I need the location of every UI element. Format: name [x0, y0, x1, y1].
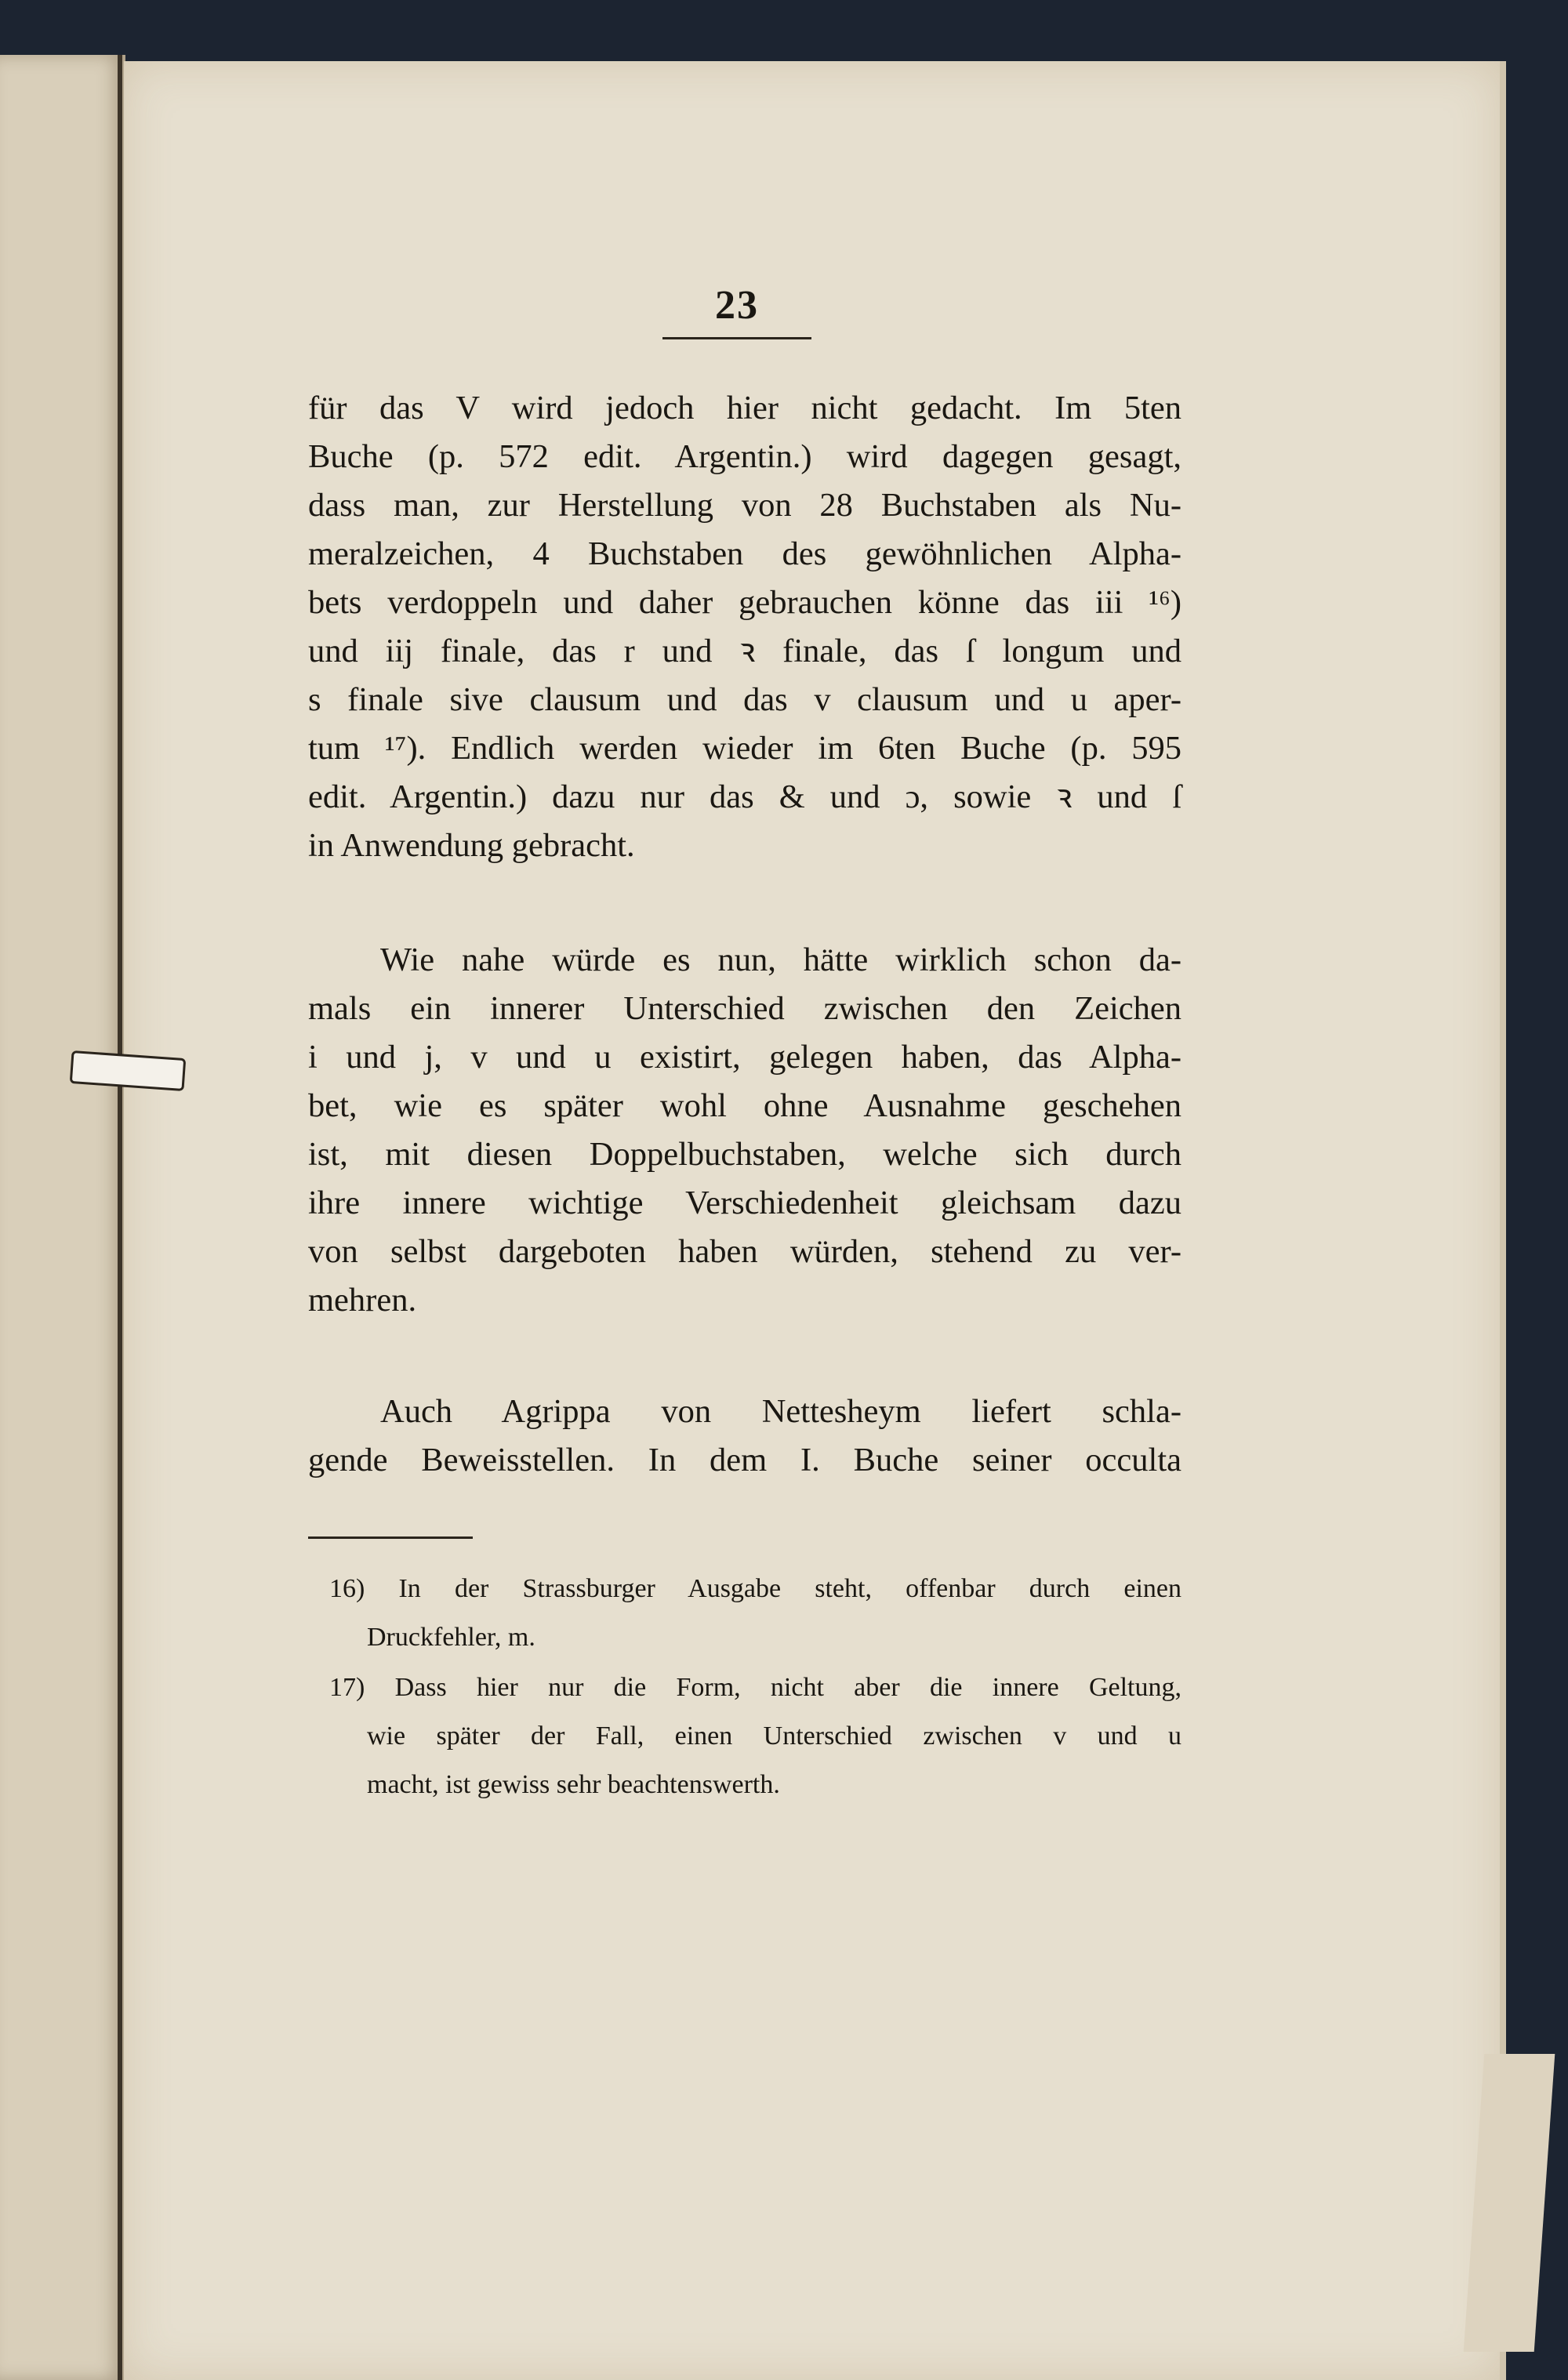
book-spine	[118, 55, 122, 2380]
text-line: dass man, zur Herstellung von 28 Buchstaben als Nu-	[308, 487, 1181, 524]
facing-page-edge	[0, 55, 125, 2380]
footnote-line: wie später der Fall, einen Unterschied zwischen v und u	[367, 1722, 1181, 1751]
text-line: i und j, v und u existirt, gelegen haben, das Alpha-	[308, 1039, 1181, 1076]
text-line: tum ¹⁷). Endlich werden wieder im 6ten Buche (p. 595	[308, 730, 1181, 767]
text-line: von selbst dargeboten haben würden, stehend zu ver-	[308, 1233, 1181, 1270]
text-line: und iij finale, das r und ꝛ finale, das ſ longum und	[308, 633, 1181, 669]
header-rule	[662, 337, 811, 339]
footnote-line: Druckfehler, m.	[367, 1623, 535, 1652]
text-line: mals ein innerer Unterschied zwischen den Zeichen	[308, 990, 1181, 1027]
text-line: bets verdoppeln und daher gebrauchen könne das iii ¹⁶)	[308, 584, 1181, 621]
footnote-line: macht, ist gewiss sehr beachtenswerth.	[367, 1770, 780, 1799]
footnote-rule	[308, 1536, 473, 1539]
footnote-line: 16) In der Strassburger Ausgabe steht, offenbar durch einen	[329, 1574, 1181, 1603]
page-number: 23	[715, 283, 759, 328]
text-line: Buche (p. 572 edit. Argentin.) wird dagegen gesagt,	[308, 438, 1181, 475]
text-line: Auch Agrippa von Nettesheym liefert schla-	[380, 1393, 1181, 1430]
text-line: meralzeichen, 4 Buchstaben des gewöhnlichen Alpha-	[308, 535, 1181, 572]
text-line: gende Beweisstellen. In dem I. Buche seiner occulta	[308, 1442, 1181, 1478]
text-line: mehren.	[308, 1282, 417, 1319]
text-line: s finale sive clausum und das v clausum und u aper-	[308, 681, 1181, 718]
text-line: in Anwendung gebracht.	[308, 827, 635, 864]
footnote-line: 17) Dass hier nur die Form, nicht aber die innere Geltung,	[329, 1673, 1181, 1702]
text-line: bet, wie es später wohl ohne Ausnahme geschehen	[308, 1087, 1181, 1124]
text-line: edit. Argentin.) dazu nur das & und ɔ, sowie ꝛ und ſ	[308, 778, 1181, 815]
text-line: ihre innere wichtige Verschiedenheit gleichsam dazu	[308, 1185, 1181, 1221]
text-line: Wie nahe würde es nun, hätte wirklich schon da-	[380, 941, 1181, 978]
text-line: für das V wird jedoch hier nicht gedacht. Im 5ten	[308, 390, 1181, 426]
text-line: ist, mit diesen Doppelbuchstaben, welche sich durch	[308, 1136, 1181, 1173]
